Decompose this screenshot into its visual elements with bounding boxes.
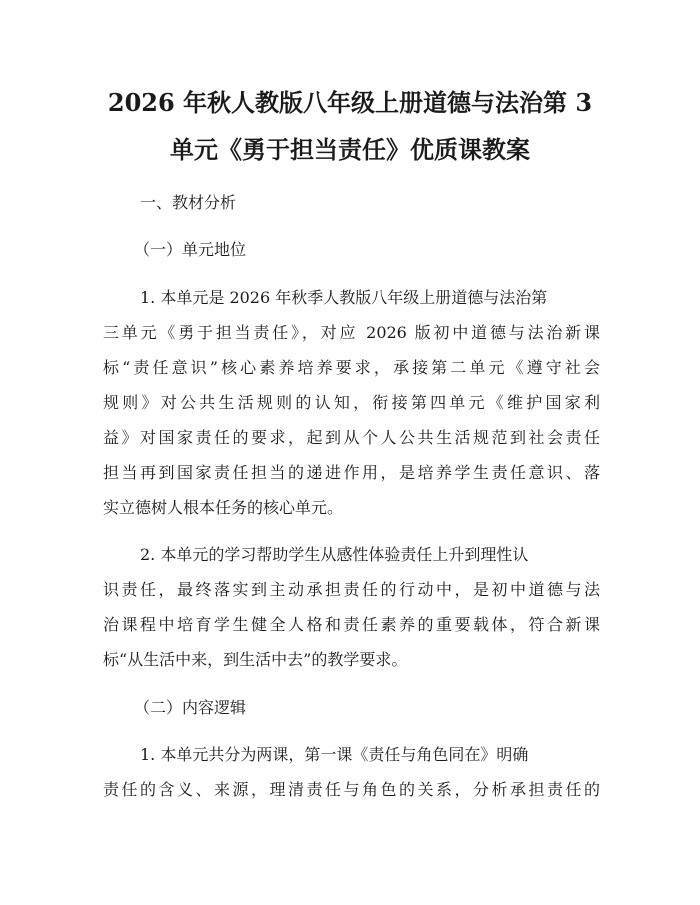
subsection-heading-content-logic: （二）内容逻辑 — [134, 698, 247, 717]
paragraph-2-line-4: 标“从生活中来，到生活中去”的教学要求。 — [103, 650, 408, 669]
paragraph-1-line-4: 规则》对公共生活规则的认知，衔接第四单元《维护国家利 — [103, 393, 600, 412]
paragraph-1-line-3: 标“责任意识”核心素养培养要求，承接第二单元《遵守社会 — [103, 358, 600, 377]
paragraph-1-line-1: 1. 本单元是 2026 年秋季人教版八年级上册道德与法治第 — [140, 288, 548, 307]
paragraph-3-line-1: 1. 本单元共分为两课，第一课《责任与角色同在》明确 — [140, 745, 529, 764]
document-title-line-2: 单元《勇于担当责任》优质课教案 — [170, 135, 530, 164]
paragraph-2-line-1: 2. 本单元的学习帮助学生从感性体验责任上升到理性认 — [140, 545, 529, 564]
paragraph-1-line-5: 益》对国家责任的要求，起到从个人公共生活规范到社会责任 — [103, 428, 600, 447]
document-title-line-1: 2026 年秋人教版八年级上册道德与法治第 3 — [107, 88, 593, 117]
paragraph-1-line-7: 实立德树人根本任务的核心单元。 — [103, 498, 344, 517]
subsection-heading-unit-position: （一）单元地位 — [134, 240, 247, 259]
section-heading-textbook-analysis: 一、教材分析 — [140, 193, 237, 212]
paragraph-3-line-2: 责任的含义、来源，理清责任与角色的关系，分析承担责任的 — [103, 780, 600, 799]
paragraph-1-line-2: 三单元《勇于担当责任》，对应 2026 版初中道德与法治新课 — [103, 323, 600, 342]
paragraph-2-line-2: 识责任，最终落实到主动承担责任的行动中，是初中道德与法 — [103, 580, 600, 599]
paragraph-2-line-3: 治课程中培育学生健全人格和责任素养的重要载体，符合新课 — [103, 615, 600, 634]
paragraph-1-line-6: 担当再到国家责任担当的递进作用，是培养学生责任意识、落 — [103, 463, 600, 482]
